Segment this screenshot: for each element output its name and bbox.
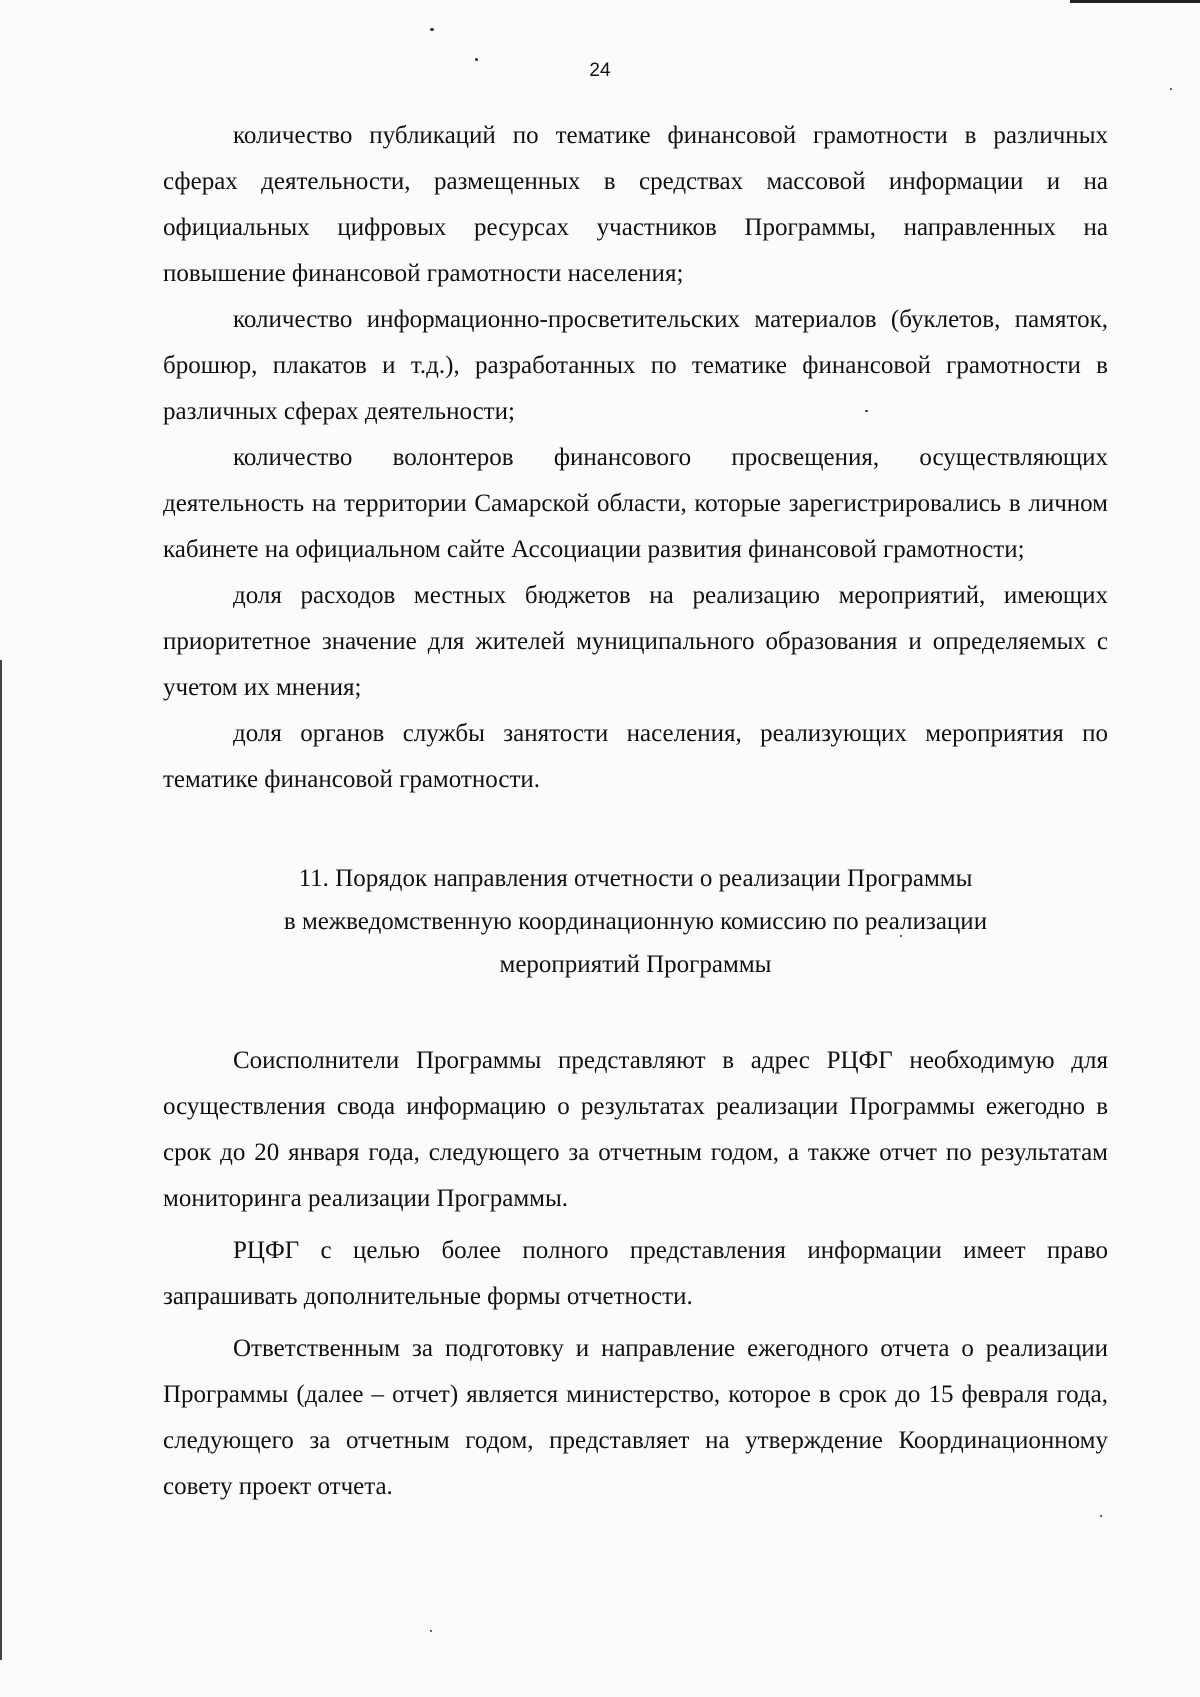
page-number: 24 bbox=[589, 60, 611, 81]
paragraph: доля расходов местных бюджетов на реализацию мероприятий, имеющих приоритетное значение для жителей муниципального образования и определяемых с учетом их мнения; bbox=[163, 582, 1108, 701]
scan-speck bbox=[475, 58, 478, 61]
paragraph: количество волонтеров финансового просвещения, осуществляющих деятельность на территории Самарской области, которые зарегистрировались в личном кабинете на официальном сайте Ассоциации развития финансовой грамотности; bbox=[163, 444, 1108, 563]
section-heading-line: в межведомственную координационную комиссию по реализации bbox=[283, 908, 988, 935]
scan-speck bbox=[900, 935, 902, 937]
scan-speck bbox=[430, 1630, 432, 1632]
section-body bbox=[163, 1038, 1108, 1510]
paragraph: количество информационно-просветительских материалов (буклетов, памяток, брошюр, плакатов и т.д.), разработанных по тематике финансовой грамотности в различных сферах деятельности; bbox=[163, 306, 1108, 425]
document-body bbox=[163, 113, 1108, 1510]
scan-left-edge bbox=[0, 660, 2, 1660]
paragraph: Соисполнители Программы представляют в адрес РЦФГ необходимую для осуществления свода информацию о результатах реализации Программы ежегодно в срок до 20 января года, следующего за отчетным годом, а также отчет по результатам мониторинга реализации Программы. bbox=[163, 1047, 1108, 1212]
scan-speck bbox=[1100, 1515, 1102, 1517]
paragraph: количество публикаций по тематике финансовой грамотности в различных сферах деятельности, размещенных в средствах массовой информации и на официальных цифровых ресурсах участников Программы, направленных на повышение финансовой грамотности населения; bbox=[163, 122, 1108, 287]
paragraph: Ответственным за подготовку и направление ежегодного отчета о реализации Программы (далее – отчет) является министерство, которое в срок до 15 февраля года, следующего за отчетным годом, представляет на утверждение Координационному совету проект отчета. bbox=[163, 1335, 1108, 1500]
section-heading-line: мероприятий Программы bbox=[499, 951, 772, 978]
paragraph: доля органов службы занятости населения, реализующих мероприятия по тематике финансовой грамотности. bbox=[163, 720, 1108, 793]
top-edge-rule bbox=[1070, 0, 1200, 3]
scan-speck bbox=[1170, 88, 1172, 90]
scan-speck bbox=[430, 28, 434, 31]
section-heading-line: 11. Порядок направления отчетности о реализации Программы bbox=[298, 865, 973, 892]
scan-speck bbox=[865, 410, 868, 412]
paragraph: РЦФГ с целью более полного представления информации имеет право запрашивать дополнительные формы отчетности. bbox=[163, 1237, 1108, 1310]
section-heading bbox=[163, 857, 1108, 986]
